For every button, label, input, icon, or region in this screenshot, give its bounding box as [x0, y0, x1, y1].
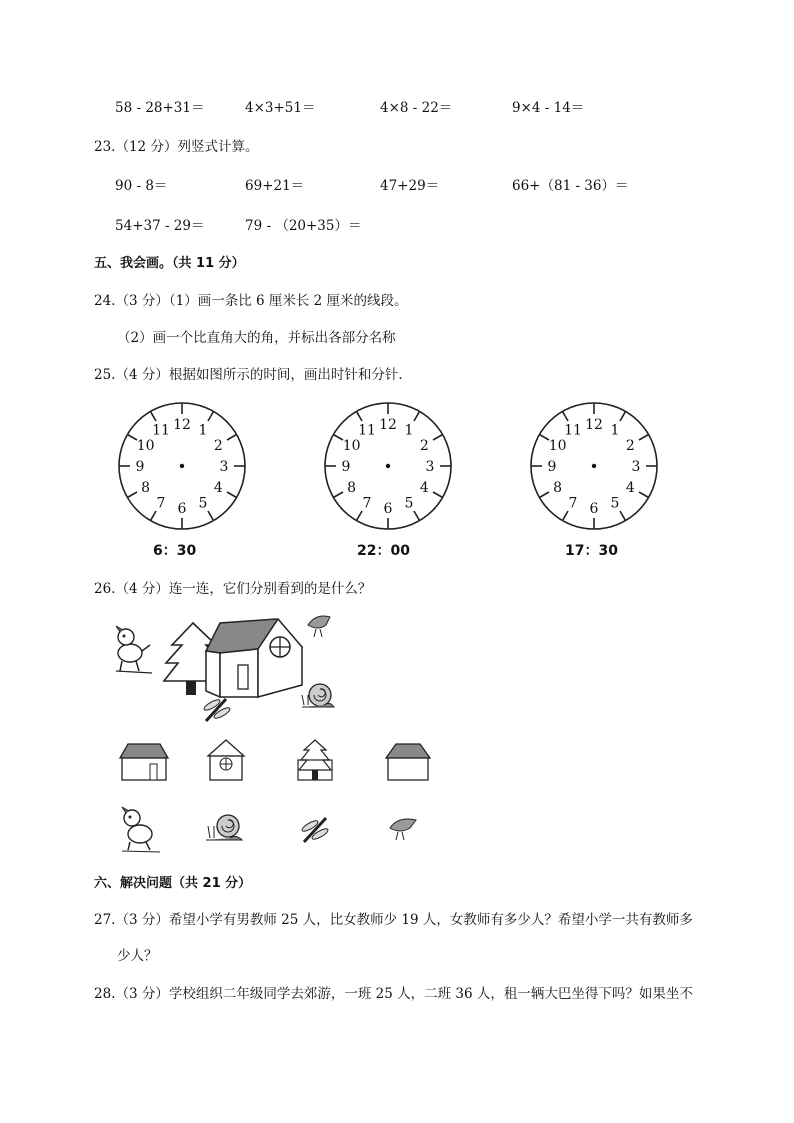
clock-number: 10: [548, 438, 567, 454]
expression: 79 - （20+35）＝: [245, 218, 362, 234]
clock-number: 4: [213, 480, 223, 496]
question-24-line2: （2）画一个比直角大的角，并标出各部分名称: [117, 330, 396, 346]
expression: 4×3+51＝: [245, 100, 316, 116]
question-25-title: 25.（4 分）根据如图所示的时间，画出时针和分针．: [94, 367, 412, 383]
clock-number: 7: [568, 495, 578, 512]
clock-number: 11: [358, 422, 376, 439]
clock-number: 11: [152, 422, 170, 439]
clock-number: 4: [625, 480, 635, 496]
question-23-title: 23.（12 分）列竖式计算。: [94, 139, 259, 155]
bird-icon[interactable]: [388, 814, 422, 842]
house-view-side-option[interactable]: [206, 738, 246, 782]
clock-time-label: 6：30: [153, 543, 197, 559]
question-28-line1: 28.（3 分）学校组织二年级同学去郊游，一班 25 人，二班 36 人，租一辆大巴坐得下吗？如果坐不: [94, 986, 693, 1002]
clock-number: 7: [156, 495, 166, 512]
clock-number: 12: [585, 417, 603, 433]
clock-time-label: 22：00: [357, 543, 410, 559]
snail-icon[interactable]: [204, 812, 244, 844]
clock-number: 2: [625, 438, 635, 454]
expression: 66+（81 - 36）＝: [512, 178, 629, 194]
clock-number: 11: [564, 422, 582, 439]
clock-number: 6: [383, 501, 393, 517]
clock-center-dot: [386, 464, 390, 468]
clock-number: 9: [341, 459, 351, 475]
clock-center-dot: [180, 464, 184, 468]
clock-number: 6: [589, 501, 599, 517]
expression: 4×8 - 22＝: [380, 100, 453, 116]
question-26-title: 26.（4 分）连一连，它们分别看到的是什么？: [94, 581, 372, 597]
house-view-front-option[interactable]: [118, 740, 170, 782]
expression: 54+37 - 29＝: [115, 218, 205, 234]
scene-illustration: [108, 605, 348, 730]
clock-time-label: 17：30: [565, 543, 618, 559]
dragonfly-icon[interactable]: [300, 814, 332, 846]
section-6-heading: 六、解决问题（共 21 分）: [94, 876, 252, 891]
clock-number: 9: [547, 459, 557, 475]
clock-number: 8: [347, 480, 357, 496]
clock-number: 8: [553, 480, 563, 496]
clock-number: 6: [177, 501, 187, 517]
expression: 47+29＝: [380, 178, 440, 194]
clock-number: 3: [425, 459, 435, 475]
clock-number: 3: [631, 459, 641, 475]
clock-center-dot: [592, 464, 596, 468]
bird-icon: [308, 616, 330, 637]
question-24-line1: 24.（3 分）（1）画一条比 6 厘米长 2 厘米的线段。: [94, 293, 408, 309]
snail-icon: [302, 684, 334, 707]
clock-number: 10: [342, 438, 361, 454]
house-view-back-option[interactable]: [384, 740, 432, 782]
dog-icon[interactable]: [118, 804, 162, 854]
clock-number: 1: [404, 422, 414, 439]
clock-number: 10: [136, 438, 155, 454]
clock-number: 2: [213, 438, 223, 454]
clock-face[interactable]: [116, 400, 248, 532]
clock-number: 5: [404, 495, 414, 512]
clock-number: 7: [362, 495, 372, 512]
expression: 69+21＝: [245, 178, 305, 194]
clock-number: 5: [198, 495, 208, 512]
clock-number: 12: [379, 417, 397, 433]
expression: 9×4 - 14＝: [512, 100, 585, 116]
clock-number: 9: [135, 459, 145, 475]
tree-view-option[interactable]: [296, 738, 334, 782]
expression: 90 - 8＝: [115, 178, 168, 194]
clock-number: 1: [610, 422, 620, 439]
expression: 58 - 28+31＝: [115, 100, 205, 116]
dog-icon: [116, 626, 152, 673]
clock-number: 4: [419, 480, 429, 496]
clock-number: 2: [419, 438, 429, 454]
question-27-line2: 少人？: [117, 948, 158, 964]
clock-number: 8: [141, 480, 151, 496]
question-27-line1: 27.（3 分）希望小学有男教师 25 人，比女教师少 19 人，女教师有多少人？希望小学一共有教师多: [94, 912, 693, 928]
clock-face: [528, 400, 660, 532]
clock-number: 3: [219, 459, 229, 475]
clock-number: 1: [198, 422, 208, 439]
clock-number: 12: [173, 417, 191, 433]
clock-number: 5: [610, 495, 620, 512]
clock-face[interactable]: [322, 400, 454, 532]
section-5-heading: 五、我会画。（共 11 分）: [94, 256, 245, 271]
dragonfly-icon: [203, 698, 232, 721]
house-icon: [206, 619, 302, 697]
